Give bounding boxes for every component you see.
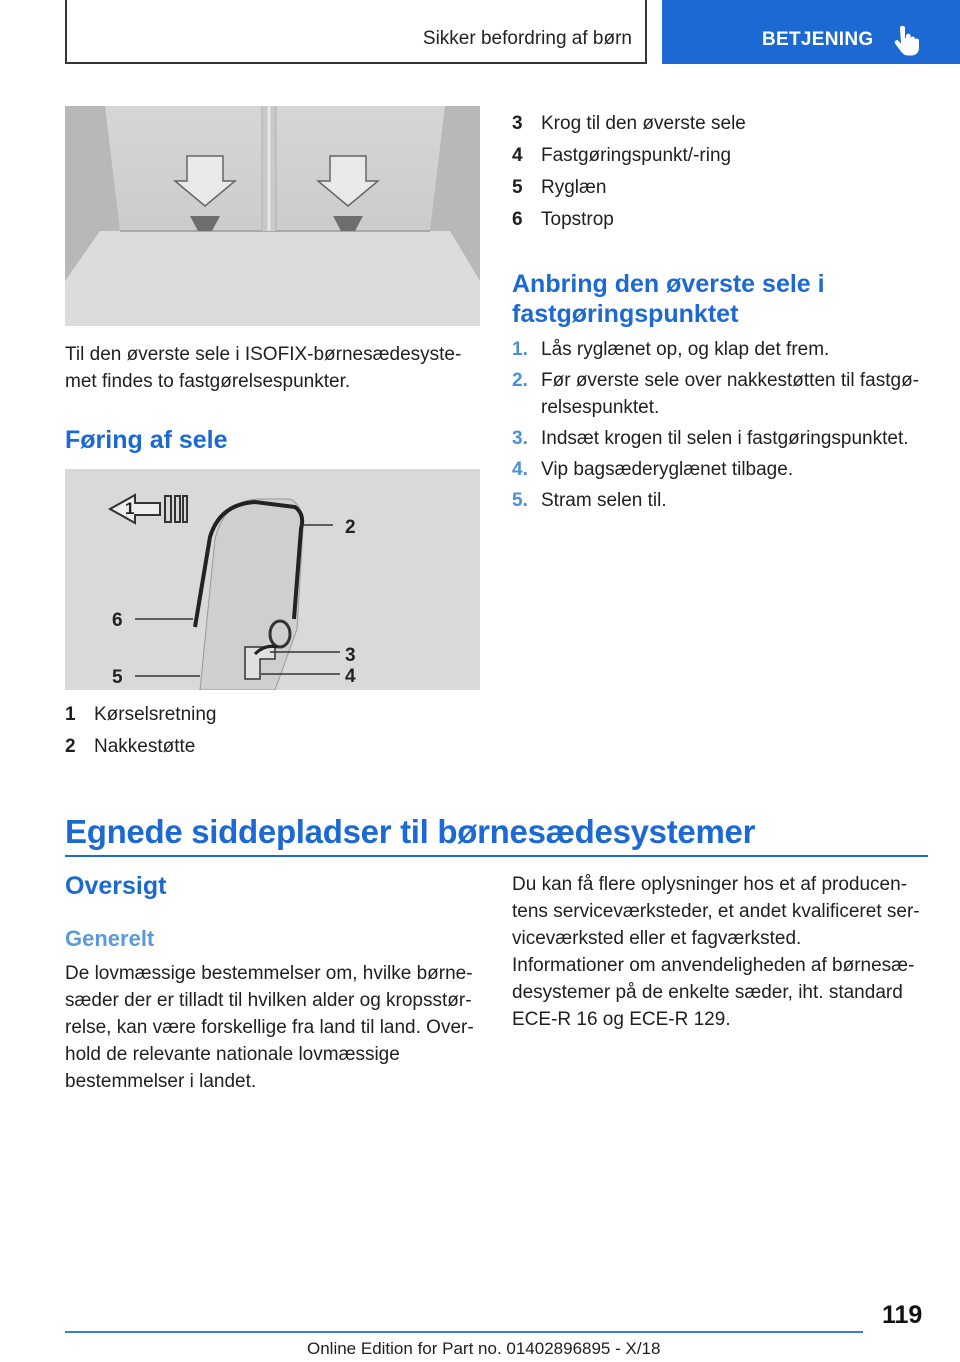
headrest-strap-diagram xyxy=(65,469,480,690)
figure-label-2: 2 xyxy=(345,517,356,538)
figure-label-3: 3 xyxy=(345,645,356,666)
heading-anbring-sele: Anbring den øverste sele i fastgøringspunktet xyxy=(512,270,825,328)
edition-text: Online Edition for Part no. 01402896895 - X/18 xyxy=(307,1339,661,1358)
paragraph-info-1: Du kan få flere oplysninger hos et af producentens serviceværksteder, et andet kvalificeret serviceværksted eller et fagværksted. xyxy=(512,874,920,949)
paragraph-generelt: De lovmæssige bestemmelser om, hvilke børnesæder der er tilladt til hvilken alder og kropsstørrelse, kan være forskellige fra land til land. Overhold de relevante nationale lovmæssige bestemmelser i landet. xyxy=(65,963,474,1092)
chapter-title: Sikker befordring af børn xyxy=(422,28,632,49)
step-item: 5. Stram selen til. xyxy=(512,490,667,511)
figure-label-4: 4 xyxy=(345,666,356,687)
step-item: 3. Indsæt krogen til selen i fastgøringspunktet. xyxy=(512,428,909,449)
hand-pointer-icon xyxy=(893,26,919,56)
legend-item: 3 Krog til den øverste sele xyxy=(512,113,746,134)
figure-legend-right xyxy=(512,108,746,236)
figure-legend-left xyxy=(65,699,217,763)
subheading-generelt: Generelt xyxy=(65,926,155,951)
isofix-seat-photo xyxy=(65,106,480,326)
step-item: 1. Lås ryglænet op, og klap det frem. xyxy=(512,339,830,360)
heading-foering-af-sele: Føring af sele xyxy=(65,426,228,454)
step-item: 4. Vip bagsæderyglænet tilbage. xyxy=(512,459,794,480)
subtitle-oversigt: Oversigt xyxy=(65,872,167,900)
legend-item: 2 Nakkestøtte xyxy=(65,736,196,757)
footer-rule xyxy=(65,1331,863,1333)
figure-label-6: 6 xyxy=(112,610,123,631)
legend-item: 5 Ryglæn xyxy=(512,177,607,198)
legend-item: 6 Topstrop xyxy=(512,209,614,230)
legend-item: 1 Kørselsretning xyxy=(65,704,217,725)
figure-label-1: 1 xyxy=(125,499,135,518)
section-rule xyxy=(65,855,928,857)
steps-list xyxy=(512,336,928,518)
image1-caption: Til den øverste sele i ISOFIX-børnesædesystemet findes to fastgørelsespunkter. xyxy=(65,344,462,392)
section-title: Egnede siddepladser til børnesædesystemer xyxy=(65,813,756,850)
paragraph-info-2: Informationer om anvendeligheden af børnesædesystemer på de enkelte sæder, iht. standard ECE-R 16 og ECE-R 129. xyxy=(512,955,915,1030)
section-tab-label: BETJENING xyxy=(762,29,874,50)
figure-label-5: 5 xyxy=(112,667,123,688)
step-item: 2. Før øverste sele over nakkestøtten til fastgørelsespunktet. xyxy=(512,370,919,418)
page-number: 119 xyxy=(882,1301,923,1329)
legend-item: 4 Fastgøringspunkt/-ring xyxy=(512,145,732,166)
